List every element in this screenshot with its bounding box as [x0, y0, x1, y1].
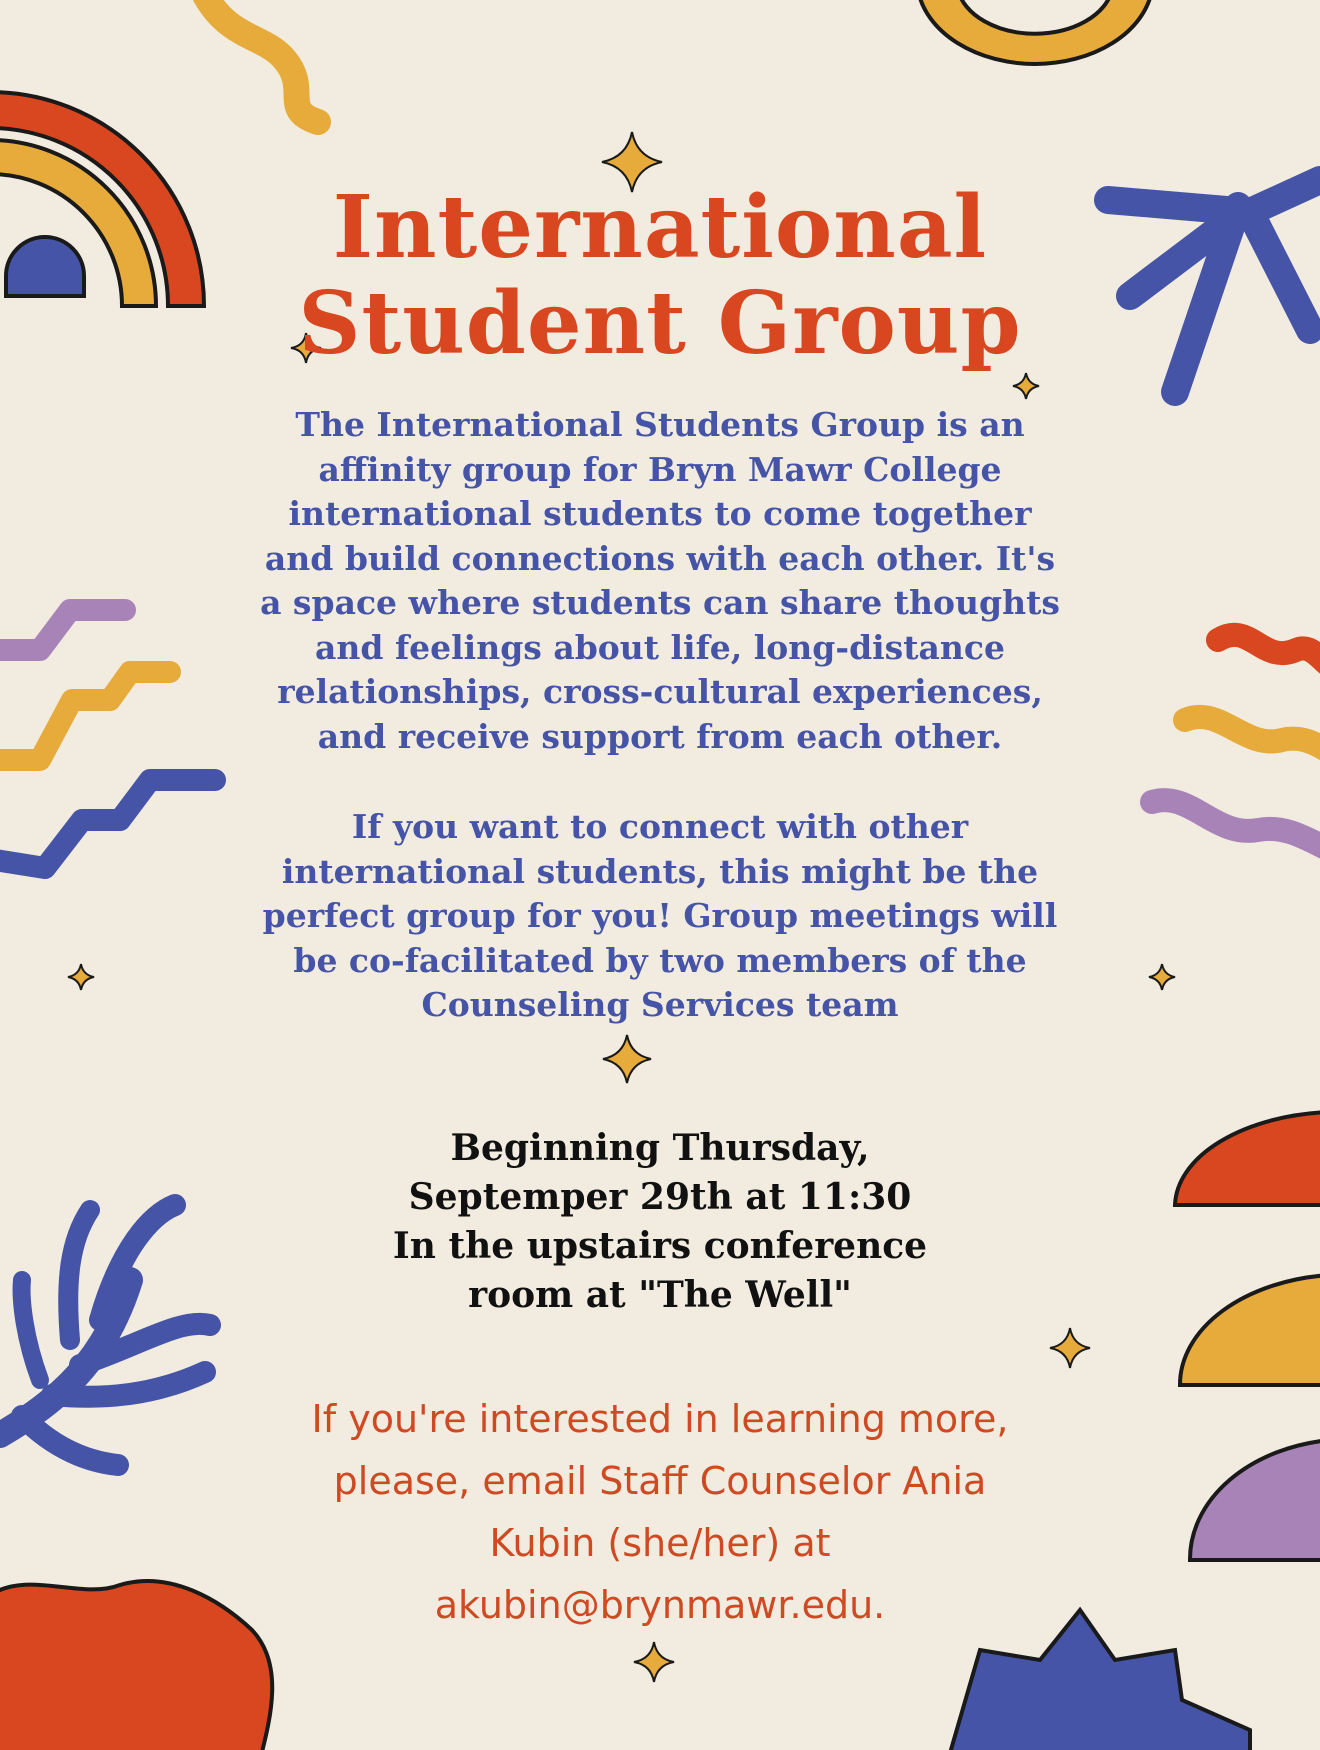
purple-zigzag-icon: [0, 610, 125, 650]
yellow-wave-icon: [1185, 717, 1320, 752]
intro-line: and receive support from each other.: [317, 716, 1003, 756]
meeting-details: [0, 1124, 1320, 1320]
contact-line: Kubin (she/her) at: [489, 1521, 831, 1565]
contact-info: [0, 1388, 1320, 1636]
red-wave-icon: [1218, 635, 1320, 666]
invitation-line: international students, this might be the: [281, 851, 1039, 891]
intro-line: international students to come together: [288, 494, 1032, 533]
intro-line: and build connections with each other. It's: [264, 538, 1056, 578]
meeting-detail-line: Beginning Thursday,: [450, 1127, 870, 1169]
meeting-detail-line: room at "The Well": [468, 1274, 852, 1316]
invitation-paragraph: [210, 805, 1110, 1028]
contact-line: If you're interested in learning more,: [311, 1397, 1009, 1441]
meeting-detail-line: Septemper 29th at 11:30: [408, 1176, 912, 1218]
intro-line: relationships, cross-cultural experiences,: [277, 672, 1043, 711]
blue-zigzag-icon: [0, 780, 215, 868]
intro-paragraph: [210, 403, 1110, 759]
contact-email: akubin@brynmawr.edu.: [434, 1583, 886, 1627]
yellow-squiggle-icon: [205, 0, 318, 122]
intro-line: and feelings about life, long-distance: [315, 627, 1005, 667]
title-line: International: [332, 177, 988, 278]
invitation-line: perfect group for you! Group meetings will: [262, 896, 1058, 935]
intro-line: affinity group for Bryn Mawr College: [318, 449, 1002, 489]
purple-wave-icon: [1152, 800, 1320, 850]
intro-line: The International Students Group is an: [295, 405, 1025, 444]
intro-line: a space where students can share thoughts: [260, 583, 1060, 622]
invitation-line: be co-facilitated by two members of the: [293, 940, 1027, 980]
meeting-detail-line: In the upstairs conference: [392, 1225, 928, 1267]
contact-line: please, email Staff Counselor Ania: [333, 1459, 987, 1503]
invitation-line: If you want to connect with other: [351, 807, 969, 846]
yellow-ring-icon: [918, 0, 1152, 64]
title-line: Student Group: [298, 273, 1022, 374]
flyer-title: [0, 177, 1320, 374]
invitation-line: Counseling Services team: [421, 985, 899, 1024]
yellow-zigzag-icon: [0, 672, 170, 760]
